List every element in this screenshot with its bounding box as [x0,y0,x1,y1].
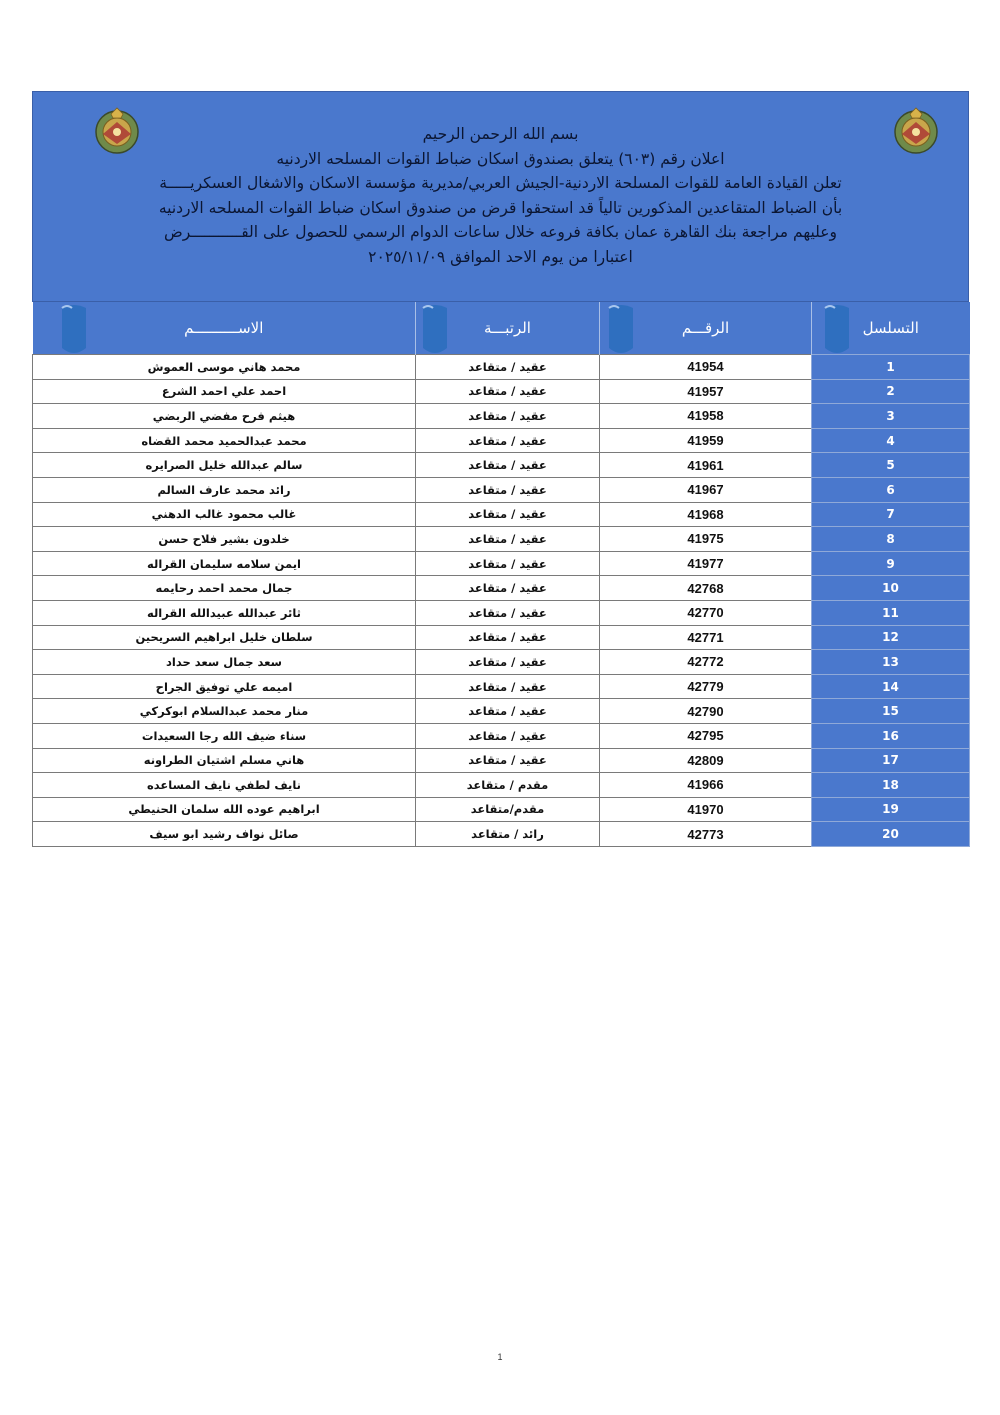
officer-number-cell: 41957 [600,379,812,404]
rank-cell: عقيد / متقاعد [416,748,600,773]
serial-cell: 10 [812,576,970,601]
column-header-serial: التسلسل [812,302,970,355]
officer-name-cell: سناء ضيف الله رجا السعيدات [33,723,416,748]
serial-cell: 2 [812,379,970,404]
rank-cell: عقيد / متقاعد [416,379,600,404]
officer-number-cell: 41959 [600,428,812,453]
officer-number-cell: 42779 [600,674,812,699]
officer-number-cell: 41961 [600,453,812,478]
officer-name-cell: سلطان خليل ابراهيم السريحين [33,625,416,650]
serial-cell: 8 [812,527,970,552]
serial-cell: 16 [812,723,970,748]
announcement-date-line: اعتبارا من يوم الاحد الموافق ٢٠٢٥/١١/٠٩ [368,247,633,266]
serial-cell: 17 [812,748,970,773]
table-row [33,822,970,847]
officer-number-cell: 42771 [600,625,812,650]
rank-cell: مقدم/متقاعد [416,797,600,822]
table-row [33,527,970,552]
officer-number-cell: 41977 [600,551,812,576]
rank-cell: عقيد / متقاعد [416,428,600,453]
page-number: 1 [497,1352,503,1362]
serial-cell: 11 [812,600,970,625]
officer-name-cell: جمال محمد احمد رحايمه [33,576,416,601]
serial-cell: 5 [812,453,970,478]
table-row [33,551,970,576]
table-row [33,650,970,675]
officer-name-cell: هاني مسلم اشتيان الطراونه [33,748,416,773]
officer-name-cell: ايمن سلامه سليمان القراله [33,551,416,576]
column-header-number: الرقـــم [600,302,812,355]
loan-recipients-table [32,302,970,847]
scroll-icon [606,304,636,358]
officer-number-cell: 41968 [600,502,812,527]
officer-name-cell: سالم عبدالله خليل الصرايره [33,453,416,478]
announcement-title: اعلان رقم (٦٠٣) يتعلق بصندوق اسكان ضباط القوات المسلحه الاردنيه [276,149,725,168]
table-row [33,428,970,453]
basmala-line: بسم الله الرحمن الرحيم [422,125,579,143]
serial-cell: 1 [812,355,970,380]
serial-cell: 4 [812,428,970,453]
column-header-name: الاســــــــــم [33,302,416,355]
table-row [33,502,970,527]
rank-cell: عقيد / متقاعد [416,650,600,675]
table-row [33,674,970,699]
rank-cell: عقيد / متقاعد [416,355,600,380]
table-row [33,355,970,380]
officer-number-cell: 41954 [600,355,812,380]
officer-name-cell: نايف لطفي نايف المساعده [33,773,416,798]
officer-name-cell: ابراهيم عوده الله سلمان الحنيطي [33,797,416,822]
table-row [33,699,970,724]
serial-cell: 14 [812,674,970,699]
table-row [33,404,970,429]
officer-name-cell: محمد عبدالحميد محمد القضاه [33,428,416,453]
officer-number-cell: 41970 [600,797,812,822]
rank-cell: عقيد / متقاعد [416,600,600,625]
rank-cell: عقيد / متقاعد [416,674,600,699]
rank-cell: عقيد / متقاعد [416,576,600,601]
serial-cell: 18 [812,773,970,798]
officer-name-cell: اميمه علي توفيق الجراح [33,674,416,699]
officer-number-cell: 42773 [600,822,812,847]
table-header-row [33,302,970,355]
serial-cell: 9 [812,551,970,576]
officer-number-cell: 42795 [600,723,812,748]
officer-name-cell: محمد هاني موسى العموش [33,355,416,380]
rank-cell: مقدم / متقاعد [416,773,600,798]
army-emblem-icon [890,104,942,156]
officer-name-cell: رائد محمد عارف السالم [33,477,416,502]
scroll-icon [822,304,852,358]
table-row [33,379,970,404]
officer-number-cell: 41967 [600,477,812,502]
officer-name-cell: خلدون بشير فلاح حسن [33,527,416,552]
table-row [33,453,970,478]
officer-name-cell: غالب محمود غالب الدهني [33,502,416,527]
rank-cell: عقيد / متقاعد [416,477,600,502]
serial-cell: 7 [812,502,970,527]
table-row [33,797,970,822]
officer-number-cell: 41958 [600,404,812,429]
serial-cell: 13 [812,650,970,675]
serial-cell: 15 [812,699,970,724]
rank-cell: رائد / متقاعد [416,822,600,847]
officer-number-cell: 42770 [600,600,812,625]
officer-number-cell: 42790 [600,699,812,724]
table-row [33,600,970,625]
serial-cell: 3 [812,404,970,429]
rank-cell: عقيد / متقاعد [416,453,600,478]
announcement-line: بأن الضباط المتقاعدين المذكورين تالياً قد استحقوا قرض من صندوق اسكان ضباط القوات المسلحه الاردنيه [158,198,843,217]
officer-number-cell: 41975 [600,527,812,552]
rank-cell: عقيد / متقاعد [416,723,600,748]
serial-cell: 19 [812,797,970,822]
officer-number-cell: 42768 [600,576,812,601]
table-body [33,355,970,847]
announcement-line: تعلن القيادة العامة للقوات المسلحة الاردنية-الجيش العربي/مديرية مؤسسة الاسكان والاشغال العسكريـــــة [159,174,842,192]
officer-name-cell: هيثم فرح مفضي الربضي [33,404,416,429]
announcement-text [113,122,888,269]
rank-cell: عقيد / متقاعد [416,625,600,650]
officer-number-cell: 41966 [600,773,812,798]
officer-name-cell: احمد علي احمد الشرع [33,379,416,404]
rank-cell: عقيد / متقاعد [416,404,600,429]
officer-number-cell: 42809 [600,748,812,773]
rank-cell: عقيد / متقاعد [416,699,600,724]
table-row [33,723,970,748]
table-row [33,748,970,773]
officer-name-cell: منار محمد عبدالسلام ابوكركي [33,699,416,724]
officer-name-cell: ثائر عبدالله عبيدالله القراله [33,600,416,625]
officer-name-cell: صائل نواف رشيد ابو سيف [33,822,416,847]
announcement-banner [32,91,969,302]
officer-name-cell: سعد جمال سعد حداد [33,650,416,675]
announcement-line: وعليهم مراجعة بنك القاهرة عمان بكافة فروعه خلال ساعات الدوام الرسمي للحصول على القـــــــــــرض [163,223,838,241]
serial-cell: 12 [812,625,970,650]
table-row [33,625,970,650]
column-header-rank: الرتبـــة [416,302,600,355]
table-row [33,576,970,601]
table-row [33,477,970,502]
rank-cell: عقيد / متقاعد [416,502,600,527]
rank-cell: عقيد / متقاعد [416,551,600,576]
table-row [33,773,970,798]
serial-cell: 20 [812,822,970,847]
scroll-icon [420,304,450,358]
officer-number-cell: 42772 [600,650,812,675]
serial-cell: 6 [812,477,970,502]
scroll-icon [59,304,89,358]
rank-cell: عقيد / متقاعد [416,527,600,552]
